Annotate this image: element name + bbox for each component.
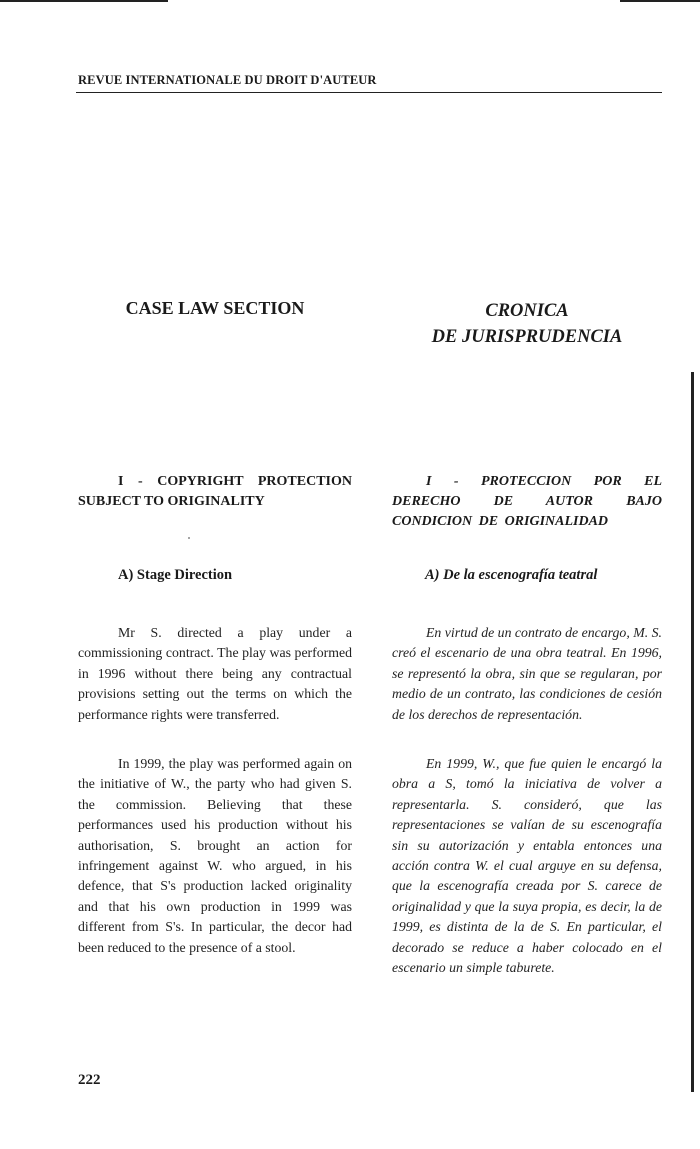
- heading-1-es: I - PROTECCION POR EL DERECHO DE AUTOR BAJO CONDICION DE ORIGINALIDAD: [392, 474, 662, 529]
- section-title-es-line2: DE JURISPRUDENCIA: [431, 327, 623, 347]
- section-title-es-line1: CRONICA: [485, 301, 569, 321]
- running-head: REVUE INTERNATIONALE DU DROIT D'AUTEUR: [78, 73, 377, 87]
- page-number: 222: [78, 1072, 101, 1088]
- scan-edge-top-left: [0, 0, 168, 2]
- heading-1-en: I - COPYRIGHT PROTECTION SUBJECT TO ORIGINALITY: [78, 474, 352, 509]
- section-title-en: CASE LAW SECTION: [125, 298, 305, 318]
- paragraph-es-2: En 1999, W., que fue quien le encargó la obra a S, tomó la iniciativa de volver a representarla. S. consideró, que las representaciones se valían de su escenografía sin su autorización y entabla entonces una acción contra W. el cual arguye en su defensa, que la escenografía creada por S. carece de originalidad y que la suya propia, es decir, la de 1999, es distinta de la de S. En particular, el decorado se reduce a haber colocado en el escenario un simple taburete.: [392, 756, 662, 976]
- section-title-es: [392, 298, 662, 350]
- column-es-para-2-wrap: [392, 754, 662, 978]
- paragraph-es-1: En virtud de un contrato de encargo, M. S. creó el escenario de una obra teatral. En 1996, se representó la obra, sin que se regularan, por medio de un contrato, las condiciones de cesión de los derechos de representación.: [392, 625, 662, 722]
- scan-speck: [188, 537, 190, 539]
- heading-2-en: A) Stage Direction: [118, 567, 233, 583]
- paragraph-en-1: Mr S. directed a play under a commissioning contract. The play was performed in 1996 without there being any contractual provisions setting out the terms on which the performance rights were transferred.: [78, 625, 352, 722]
- column-es-para-1-wrap: [392, 623, 662, 725]
- scan-edge-top-right: [620, 0, 700, 2]
- heading-2-es: A) De la escenografía teatral: [425, 567, 598, 583]
- scan-edge-right: [691, 372, 694, 1092]
- header-rule: [76, 92, 662, 93]
- paragraph-en-2: In 1999, the play was performed again on the initiative of W., the party who had given S. the commission. Believing that these performances used his production without his authorisation, S. brought an action for infringement against W. who argued, in his defence, that S's production lacked originality and that his own production in 1999 was different from S's. In particular, the decor had been reduced to the presence of a stool.: [78, 756, 352, 955]
